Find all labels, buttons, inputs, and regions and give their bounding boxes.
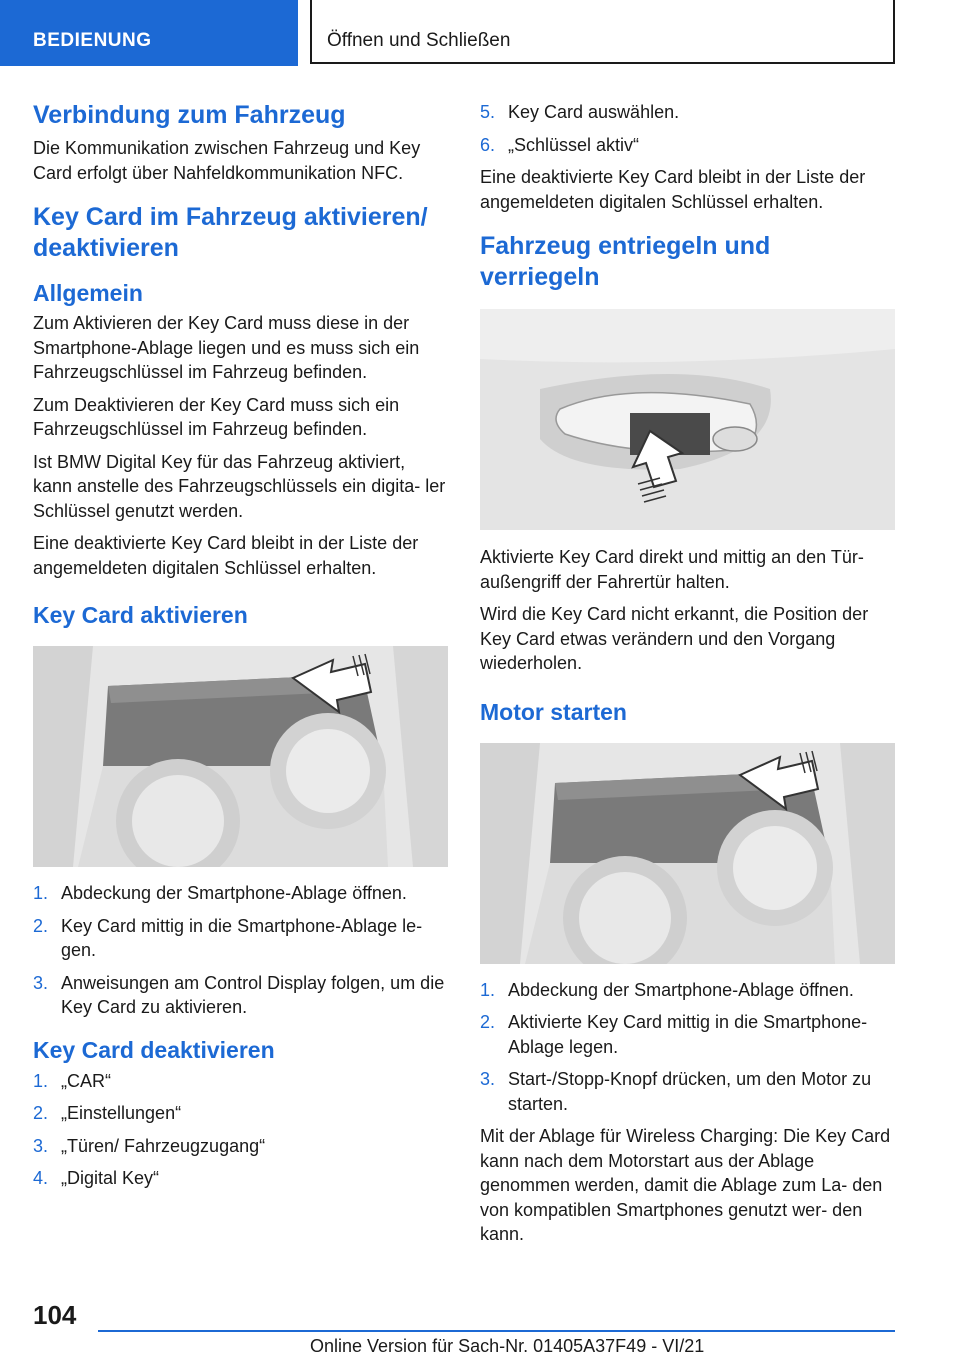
right-column	[480, 100, 895, 1247]
list-item	[33, 1166, 448, 1191]
step-number: 3.	[33, 1135, 49, 1156]
list-item	[480, 978, 895, 1003]
list-item	[480, 100, 895, 125]
list-item	[480, 1067, 895, 1116]
step-text: „Digital Key“	[61, 1168, 160, 1188]
paragraph-wireless-charging: Mit der Ablage für Wireless Charging: Die Key Card kann nach dem Motorstart aus der Ablage genommen werden, damit die Ablage zum La‐ den von kompatiblen Smartphones genutzt wer‐ den kann.	[480, 1126, 891, 1244]
step-text: „CAR“	[61, 1070, 111, 1091]
heading-key-card-deaktivieren: Key Card deaktivieren	[33, 1036, 275, 1063]
heading-key-card-aktivieren: Key Card aktivieren	[33, 602, 248, 628]
paragraph-verbindung: Die Kommunikation zwischen Fahrzeug und Key Card erfolgt über Nahfeldkommunikation NFC.	[33, 138, 421, 183]
step-text: Abdeckung der Smartphone-Ablage öffnen.	[508, 979, 854, 1000]
step-text: Anweisungen am Control Display folgen, um die Key Card zu aktivieren.	[61, 972, 445, 1017]
list-item	[33, 1069, 448, 1094]
heading-allgemein: Allgemein	[33, 280, 143, 306]
heading-motor-starten: Motor starten	[480, 698, 627, 725]
paragraph-allgemein-2: Zum Deaktivieren der Key Card muss sich ein Fahrzeugschlüssel im Fahrzeug befinden.	[33, 394, 400, 439]
step-number: 6.	[480, 134, 496, 155]
paragraph-allgemein-3: Ist BMW Digital Key für das Fahrzeug aktiviert, kann anstelle des Fahrzeugschlüssels ein digita‐ ler Schlüssel genutzt werden.	[33, 451, 446, 521]
step-number: 2.	[33, 915, 49, 936]
list-item	[480, 133, 895, 158]
smartphone-tray-illustration	[33, 646, 448, 867]
footer-text: Online Version für Sach-Nr. 01405A37F49 - VI/21	[310, 1336, 705, 1356]
heading-key-card-aktivieren-deaktivieren: Key Card im Fahrzeug aktivieren/ deaktivieren	[33, 203, 428, 262]
step-number: 5.	[480, 102, 496, 122]
list-item	[33, 1101, 448, 1126]
page-number: 104	[33, 1300, 77, 1330]
paragraph-allgemein-1: Zum Aktivieren der Key Card muss diese in der Smartphone-Ablage liegen und es muss sich ein Fahrzeugschlüssel im Fahrzeug befinden.	[33, 313, 420, 382]
paragraph-entriegeln-1: Aktivierte Key Card direkt und mittig an den Tür‐ außengriff der Fahrertür halten.	[480, 547, 864, 592]
list-item	[480, 1010, 895, 1059]
left-column	[33, 100, 448, 1199]
step-number: 4.	[33, 1168, 49, 1188]
step-text: Aktivierte Key Card mittig in die Smartphone- Ablage legen.	[508, 1012, 868, 1057]
step-number: 1.	[33, 1070, 49, 1091]
smartphone-tray-illustration-motor	[480, 743, 895, 964]
door-handle-illustration	[480, 309, 895, 530]
heading-verbindung: Verbindung zum Fahrzeug	[33, 101, 346, 129]
steps-key-card-aktivieren	[33, 881, 448, 1020]
list-item	[33, 971, 448, 1020]
step-number: 2.	[480, 1012, 496, 1032]
step-text: Abdeckung der Smartphone-Ablage öffnen.	[61, 883, 407, 903]
section-tab: BEDIENUNG	[0, 0, 298, 66]
step-number: 2.	[33, 1103, 49, 1123]
steps-continued	[480, 100, 895, 157]
step-text: „Türen/ Fahrzeugzugang“	[61, 1135, 266, 1156]
step-text: Key Card auswählen.	[508, 102, 680, 122]
step-text: „Einstellungen“	[61, 1103, 182, 1123]
step-text: „Schlüssel aktiv“	[508, 134, 640, 155]
step-number: 1.	[480, 979, 496, 1000]
chapter-title: Öffnen und Schließen	[310, 0, 895, 64]
steps-motor-starten	[480, 978, 895, 1117]
list-item	[33, 881, 448, 906]
steps-key-card-deaktivieren	[33, 1069, 448, 1191]
list-item	[33, 1134, 448, 1159]
step-number: 3.	[33, 972, 49, 993]
footer-divider	[98, 1330, 895, 1332]
step-number: 3.	[480, 1069, 496, 1089]
step-number: 1.	[33, 883, 49, 903]
paragraph-allgemein-4: Eine deaktivierte Key Card bleibt in der Liste der angemeldeten digitalen Schlüssel erhalten.	[33, 533, 419, 578]
paragraph-entriegeln-2: Wird die Key Card nicht erkannt, die Position der Key Card etwas verändern und den Vorgang wiederholen.	[480, 604, 869, 673]
step-text: Start-/Stopp-Knopf drücken, um den Motor zu starten.	[508, 1069, 872, 1114]
list-item	[33, 914, 448, 963]
heading-fahrzeug-entriegeln: Fahrzeug entriegeln und verriegeln	[480, 232, 771, 291]
step-text: Key Card mittig in die Smartphone-Ablage le‐ gen.	[61, 915, 423, 960]
paragraph-deaktiviert: Eine deaktivierte Key Card bleibt in der Liste der angemeldeten digitalen Schlüssel erhalten.	[480, 167, 866, 212]
